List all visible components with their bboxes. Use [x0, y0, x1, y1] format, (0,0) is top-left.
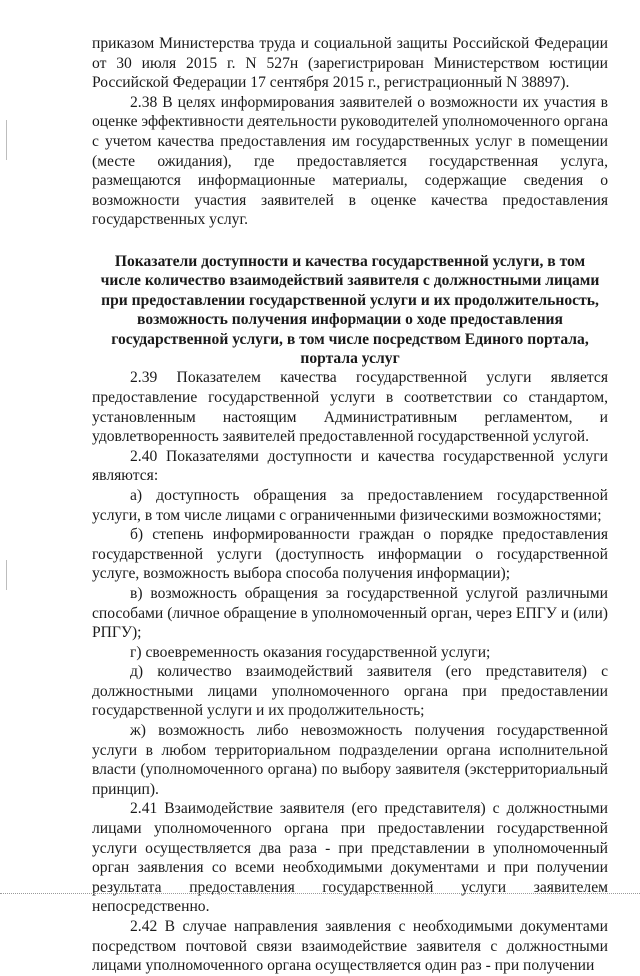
paragraph-2-42: 2.42 В случае направления заявления с необходимыми документами посредством почтовой связи взаимодействие заявителя с должностными лицами уполномоченного органа осуществляется один раз - при получении — [92, 918, 608, 975]
list-item-b: б) степень информированности граждан о порядке предоставления государственной услуги (доступность информации о государственной услуге, возможность выбора способа получения информации); — [92, 526, 608, 583]
paragraph-intro: приказом Министерства труда и социальной защиты Российской Федерации от 30 июля 2015 г. N 527н (зарегистрирован Министерством юстиции Российской Федерации 17 сентября 2015 г., регистрационный N 38897). — [92, 35, 608, 92]
scan-margin-mark — [6, 120, 7, 160]
scan-margin-mark — [6, 560, 7, 590]
paragraph-2-40: 2.40 Показателями доступности и качества государственной услуги являются: — [92, 447, 608, 485]
list-item-zh: ж) возможность либо невозможность получения государственной услуги в любом территориальном подразделении органа исполнительной власти (уполномоченного органа) по выбору заявителя (экстерриториальный принцип). — [92, 722, 608, 798]
list-item-g: г) своевременность оказания государственной услуги; — [130, 643, 491, 661]
section-heading: Показатели доступности и качества государственной услуги, в том числе количество взаимодействий заявителя с должностными лицами при предоставлении государственной услуги и их продолжительность, возможность получения информации о ходе предоставления государственной услуги, в том числе посредством Единого портала, портала услуг — [100, 252, 600, 367]
scan-bottom-edge — [0, 893, 640, 894]
list-item-d: д) количество взаимодействий заявителя (его представителя) с должностными лицами уполномоченного органа при предоставлении государственной услуги и их продолжительность; — [92, 663, 608, 720]
paragraph-2-38: 2.38 В целях информирования заявителей о возможности их участия в оценке эффективности деятельности руководителей уполномоченного органа с учетом качества предоставления им государственных услуг в помещении (месте ожидания), где предоставляется государственная услуга, размещаются информационные материалы, содержащие сведения о возможности участия заявителей в оценке качества предоставления государственных услуг. — [92, 93, 608, 229]
list-item-v: в) возможность обращения за государственной услугой различными способами (личное обращение в уполномоченный орган, через ЕПГУ и (или) РПГУ); — [92, 584, 608, 642]
paragraph-2-39: 2.39 Показателем качества государственной услуги является предоставление государственной услуги в соответствии со стандартом, установленным настоящим Административным регламентом, и удовлетворенность заявителей предоставленной государственной услугой. — [92, 369, 608, 446]
list-item-a: а) доступность обращения за предоставлением государственной услуги, в том числе лицами с ограниченными физическими возможностями; — [92, 486, 608, 524]
document-page — [92, 34, 608, 976]
paragraph-2-41: 2.41 Взаимодействие заявителя (его представителя) с должностными лицами уполномоченного органа при предоставлении государственной услуги осуществляется два раза - при представлении в уполномоченный орган заявления со всеми необходимыми документами и при получении результата предоставления государственной услуги заявителем непосредственно. — [92, 800, 608, 916]
